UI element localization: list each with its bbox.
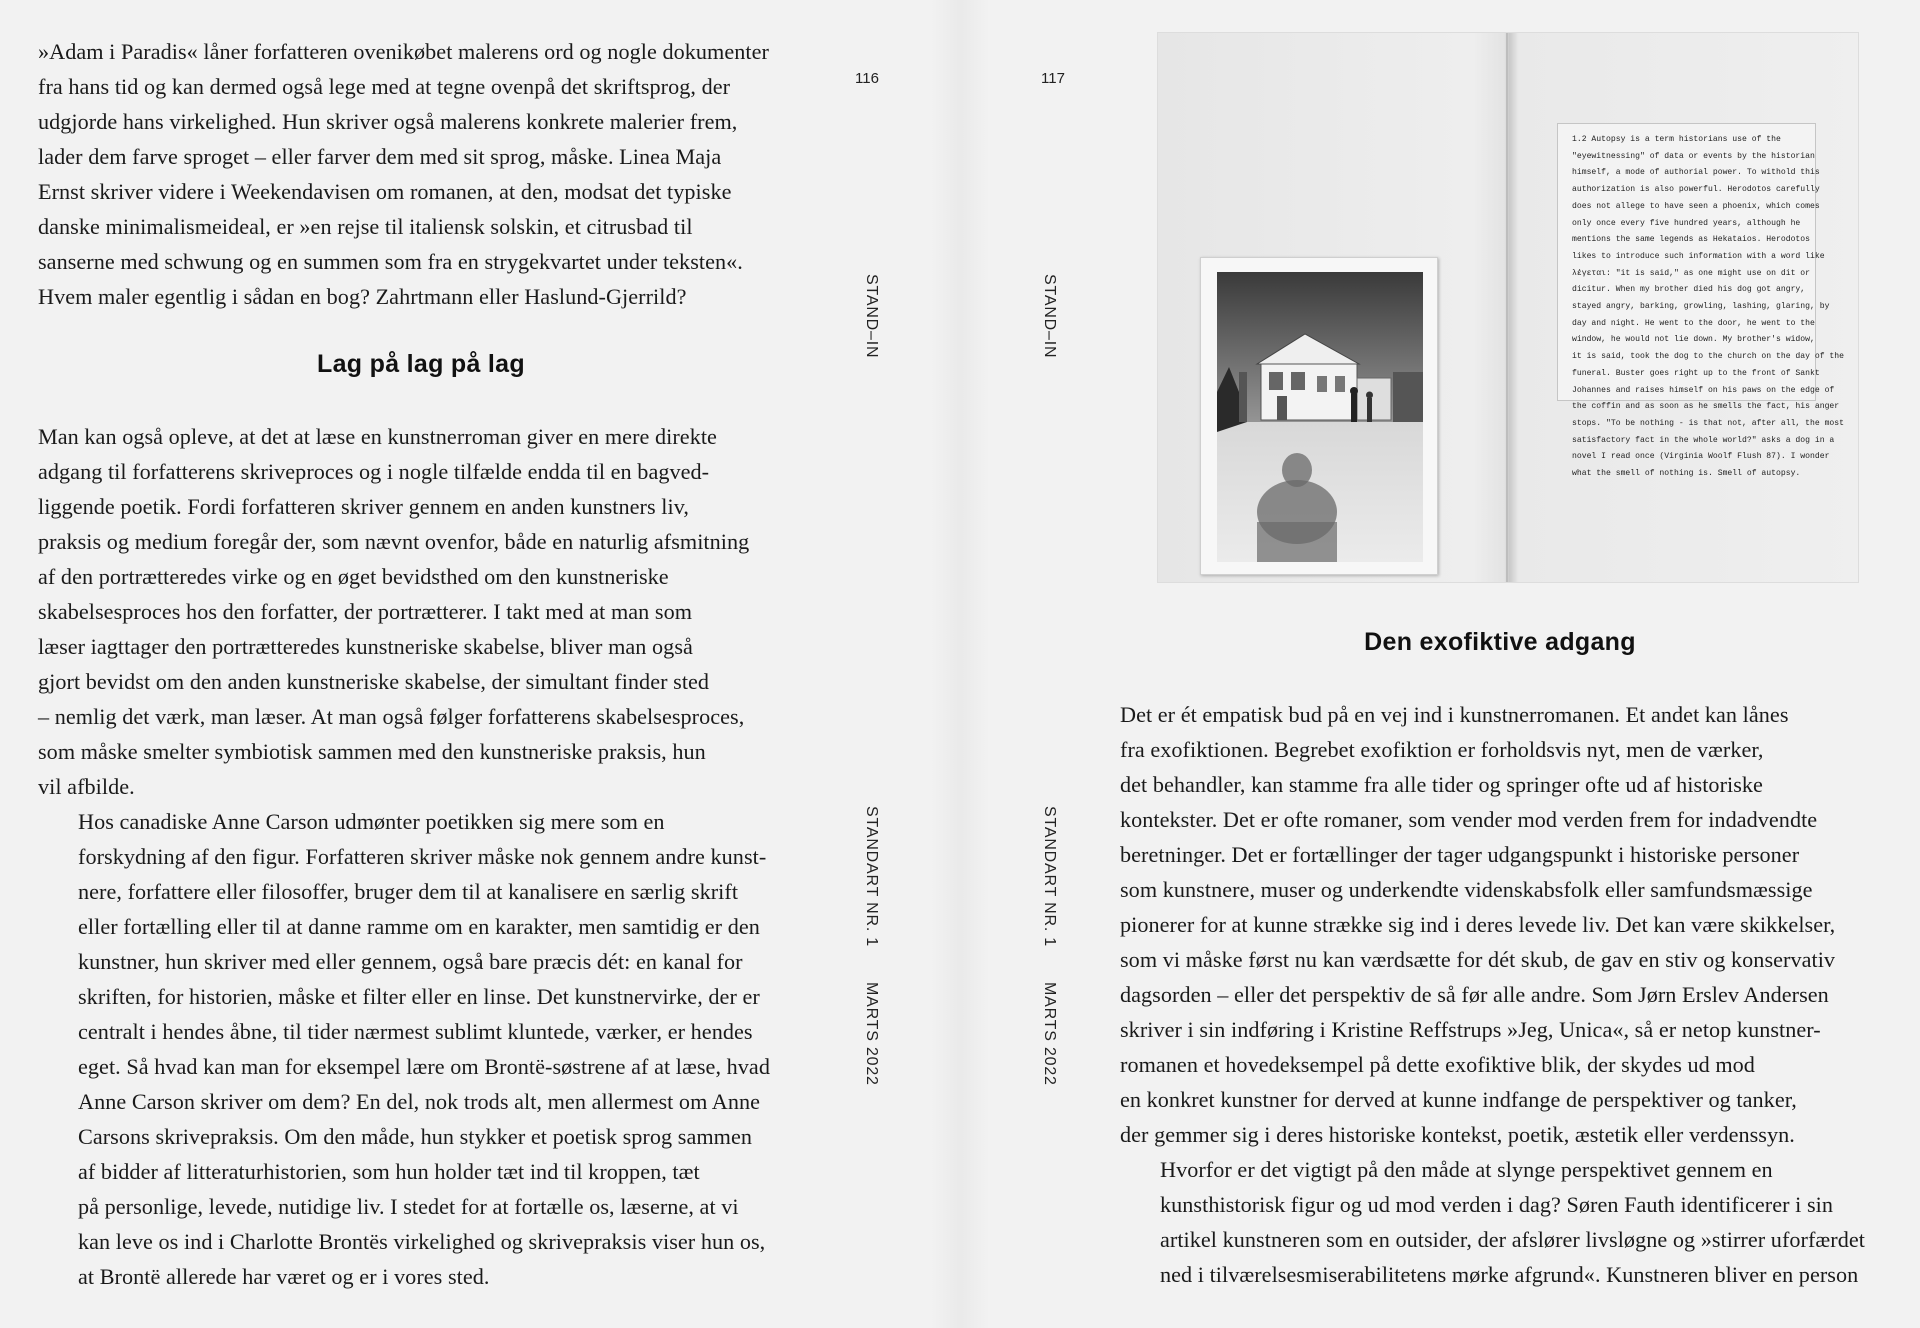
- text-line: novel I read once (Virginia Woolf Flush 87). I wonder: [1572, 452, 1830, 462]
- book-spread-figure: [1157, 32, 1859, 583]
- text-line: day and night. He went to the door, he went to the: [1572, 318, 1815, 328]
- text-line: praksis og medium foregår der, som nævnt ovenfor, både en naturlig afsmitning: [38, 529, 750, 554]
- running-issue-left: STANDART NR. 1: [863, 806, 880, 948]
- text-line: liggende poetik. Fordi forfatteren skriver gennem en anden kunstners liv,: [38, 494, 690, 519]
- left-text-column: [38, 34, 810, 314]
- text-line: fra exofiktionen. Begrebet exofiktion er forholdsvis nyt, men de værker,: [1120, 737, 1764, 762]
- text-line: læser iagttager den portrætteredes kunstneriske skabelse, bliver man også: [38, 634, 693, 659]
- paragraph-hvorfor: [1120, 1152, 1900, 1292]
- text-line: dicitur. When my brother died his dog got angry,: [1572, 285, 1806, 295]
- text-line: 1.2 Autopsy is a term historians use of the: [1572, 135, 1781, 144]
- text-line: Hos canadiske Anne Carson udmønter poetikken sig mere som en: [78, 809, 665, 834]
- text-line: window, he would not lie down. My brother's widow,: [1572, 335, 1815, 345]
- text-line: vil afbilde.: [38, 774, 135, 799]
- text-line: Ernst skriver videre i Weekendavisen om romanen, at den, modsat det typiske: [38, 179, 732, 204]
- paragraph-anne-carson: [38, 804, 810, 1294]
- text-line: af den portrætteredes virke og en øget bevidsthed om den kunstneriske: [38, 564, 669, 589]
- winter-house-photo: [1217, 272, 1423, 562]
- running-date-right: MARTS 2022: [1041, 982, 1058, 1086]
- text-line: does not allege to have seen a phoenix, which comes: [1572, 201, 1820, 211]
- left-text-column-2: [38, 419, 810, 1294]
- text-line: artikel kunstneren som en outsider, der afslører livsløgne og »stirrer uforfærdet: [1160, 1227, 1865, 1252]
- text-line: – nemlig det værk, man læser. At man også følger forfatterens skabelsesproces,: [38, 704, 745, 729]
- text-line: it is said, took the dog to the church on the day of the: [1572, 352, 1844, 362]
- text-line: Carsons skrivepraksis. Om den måde, hun stykker et poetisk sprog sammen: [78, 1124, 752, 1149]
- text-line: at Brontë allerede har været og er i vores sted.: [78, 1264, 490, 1289]
- text-line: der gemmer sig i deres historiske kontekst, poetik, æstetik eller verdenssyn.: [1120, 1122, 1795, 1147]
- text-line: adgang til forfatterens skriveproces og i nogle tilfælde endda til en bagved-: [38, 459, 710, 484]
- text-line: danske minimalismeideal, er »en rejse til italiensk solskin, et citrusbad til: [38, 214, 693, 239]
- text-line: pionerer for at kunne strække sig ind i deres levede liv. Det kan være skikkelser,: [1120, 912, 1836, 937]
- text-line: stops. "To be nothing - is that not, after all, the most: [1572, 418, 1844, 428]
- text-line: det behandler, kan stamme fra alle tider og springer ofte ud af historiske: [1120, 772, 1763, 797]
- text-line: lader dem farve sproget – eller farver dem med sit sprog, måske. Linea Maja: [38, 144, 722, 169]
- text-line: skriver i sin indføring i Kristine Reffstrups »Jeg, Unica«, så er netop kunstner-: [1120, 1017, 1821, 1042]
- text-line: på personlige, levede, nutidige liv. I stedet for at fortælle os, læserne, at vi: [78, 1194, 739, 1219]
- text-line: som kunstnere, muser og underkendte videnskabsfolk eller samfundsmæssige: [1120, 877, 1813, 902]
- text-line: forskydning af den figur. Forfatteren skriver måske nok gennem andre kunst-: [78, 844, 767, 869]
- text-line: what the smell of nothing is. Smell of autopsy.: [1572, 469, 1801, 479]
- text-line: dagsorden – eller det perspektiv de så før alle andre. Som Jørn Erslev Andersen: [1120, 982, 1829, 1007]
- text-line: skabelsesproces hos den forfatter, der portrætterer. I takt med at man som: [38, 599, 693, 624]
- text-line: Hvem maler egentlig i sådan en bog? Zahrtmann eller Haslund-Gjerrild?: [38, 284, 687, 309]
- page-number-left: 116: [855, 70, 879, 87]
- text-line: kunsthistorisk figur og ud mod verden i dag? Søren Fauth identificerer i sin: [1160, 1192, 1833, 1217]
- typewritten-note: [1557, 123, 1844, 479]
- running-date-left: MARTS 2022: [863, 982, 880, 1086]
- text-line: sanserne med schwung og en summen som fra en strygekvartet under teksten«.: [38, 249, 743, 274]
- text-line: the coffin and as soon as he smells the fact, his anger: [1572, 402, 1840, 412]
- text-line: likes to introduce such information with a word like: [1572, 251, 1825, 261]
- right-text-column: [1120, 697, 1900, 1292]
- paragraph-exofiktion: [1120, 697, 1900, 1152]
- text-line: only once every five hundred years, although he: [1572, 218, 1801, 228]
- text-line: »Adam i Paradis« låner forfatteren ovenikøbet malerens ord og nogle dokumenter: [38, 39, 769, 64]
- snapshot-photo: [1200, 257, 1438, 575]
- figure-book-spine: [1506, 33, 1508, 582]
- text-line: romanen et hovedeksempel på dette exofiktive blik, der skydes ud mod: [1120, 1052, 1755, 1077]
- text-line: gjort bevidst om den anden kunstneriske skabelse, der simultant finder sted: [38, 669, 710, 694]
- page-number-right: 117: [1041, 70, 1065, 87]
- text-line: af bidder af litteraturhistorien, som hun holder tæt ind til kroppen, tæt: [78, 1159, 700, 1184]
- running-section-right: STAND–IN: [1041, 274, 1058, 359]
- text-line: satisfactory fact in the whole world?" asks a dog in a: [1572, 435, 1835, 445]
- text-line: Johannes and raises himself on his paws on the edge of: [1572, 385, 1835, 395]
- text-line: mentions the same legends as Hekataios. Herodotos: [1572, 235, 1810, 245]
- text-line: "eyewitnessing" of data or events by the historian: [1572, 151, 1815, 161]
- text-line: himself, a mode of authorial power. To withold this: [1572, 168, 1820, 178]
- text-line: ned i tilværelsesmiserabilitetens mørke afgrund«. Kunstneren bliver en person: [1160, 1262, 1859, 1287]
- running-issue-right: STANDART NR. 1: [1041, 806, 1058, 948]
- text-line: eget. Så hvad kan man for eksempel lære om Brontë-søstrene af at læse, hvad: [78, 1054, 770, 1079]
- text-line: en konkret kunstner for derved at kunne indfange de perspektiver og tanker,: [1120, 1087, 1797, 1112]
- text-line: kunstner, hun skriver med eller gennem, også bare præcis dét: en kanal for: [78, 949, 743, 974]
- text-line: eller fortælling eller til at danne ramme om en karakter, men samtidig er den: [78, 914, 760, 939]
- text-line: centralt i hendes åbne, til tider nærmest sublimt kluntede, værker, er hendes: [78, 1019, 753, 1044]
- text-line: fra hans tid og kan dermed også lege med at tegne ovenpå det skriftsprog, der: [38, 74, 731, 99]
- text-line: skriften, for historien, måske et filter eller en linse. Det kunstnervirke, der er: [78, 984, 760, 1009]
- text-line: Anne Carson skriver om dem? En del, nok trods alt, men allermest om Anne: [78, 1089, 761, 1114]
- text-line: som måske smelter symbiotisk sammen med den kunstneriske praksis, hun: [38, 739, 706, 764]
- text-line: kan leve os ind i Charlotte Brontës virkelighed og skrivepraksis viser hun os,: [78, 1229, 766, 1254]
- text-line: stayed angry, barking, growling, lashing, glaring, by: [1572, 302, 1830, 312]
- text-line: udgjorde hans virkelighed. Hun skriver også malerens konkrete malerier frem,: [38, 109, 738, 134]
- intro-paragraph: [38, 34, 810, 314]
- text-line: beretninger. Det er fortællinger der tager udgangspunkt i historiske personer: [1120, 842, 1800, 867]
- text-line: kontekster. Det er ofte romaner, som vender mod verden frem for indadvendte: [1120, 807, 1818, 832]
- text-line: nere, forfattere eller filosoffer, bruger dem til at kanalisere en særlig skrift: [78, 879, 739, 904]
- text-line: Det er ét empatisk bud på en vej ind i kunstnerromanen. Et andet kan lånes: [1120, 702, 1789, 727]
- running-section-left: STAND–IN: [863, 274, 880, 359]
- text-line: som vi måske først nu kan værdsætte for dét skub, de gav en stiv og konservativ: [1120, 947, 1836, 972]
- section-heading-lag: Lag på lag på lag: [317, 350, 525, 378]
- text-line: funeral. Buster goes right up to the front of Sankt: [1572, 368, 1820, 378]
- section-heading-exofiktive: Den exofiktive adgang: [1364, 628, 1636, 656]
- text-line: Hvorfor er det vigtigt på den måde at slynge perspektivet gennem en: [1160, 1157, 1773, 1182]
- paragraph-kunstnerroman: [38, 419, 810, 804]
- text-line: Man kan også opleve, at det at læse en kunstnerroman giver en mere direkte: [38, 424, 717, 449]
- spine-gutter: [930, 0, 990, 1328]
- text-line: λέγεται: "it is said," as one might use on dit or: [1572, 268, 1810, 278]
- text-line: authorization is also powerful. Herodotos carefully: [1572, 185, 1820, 195]
